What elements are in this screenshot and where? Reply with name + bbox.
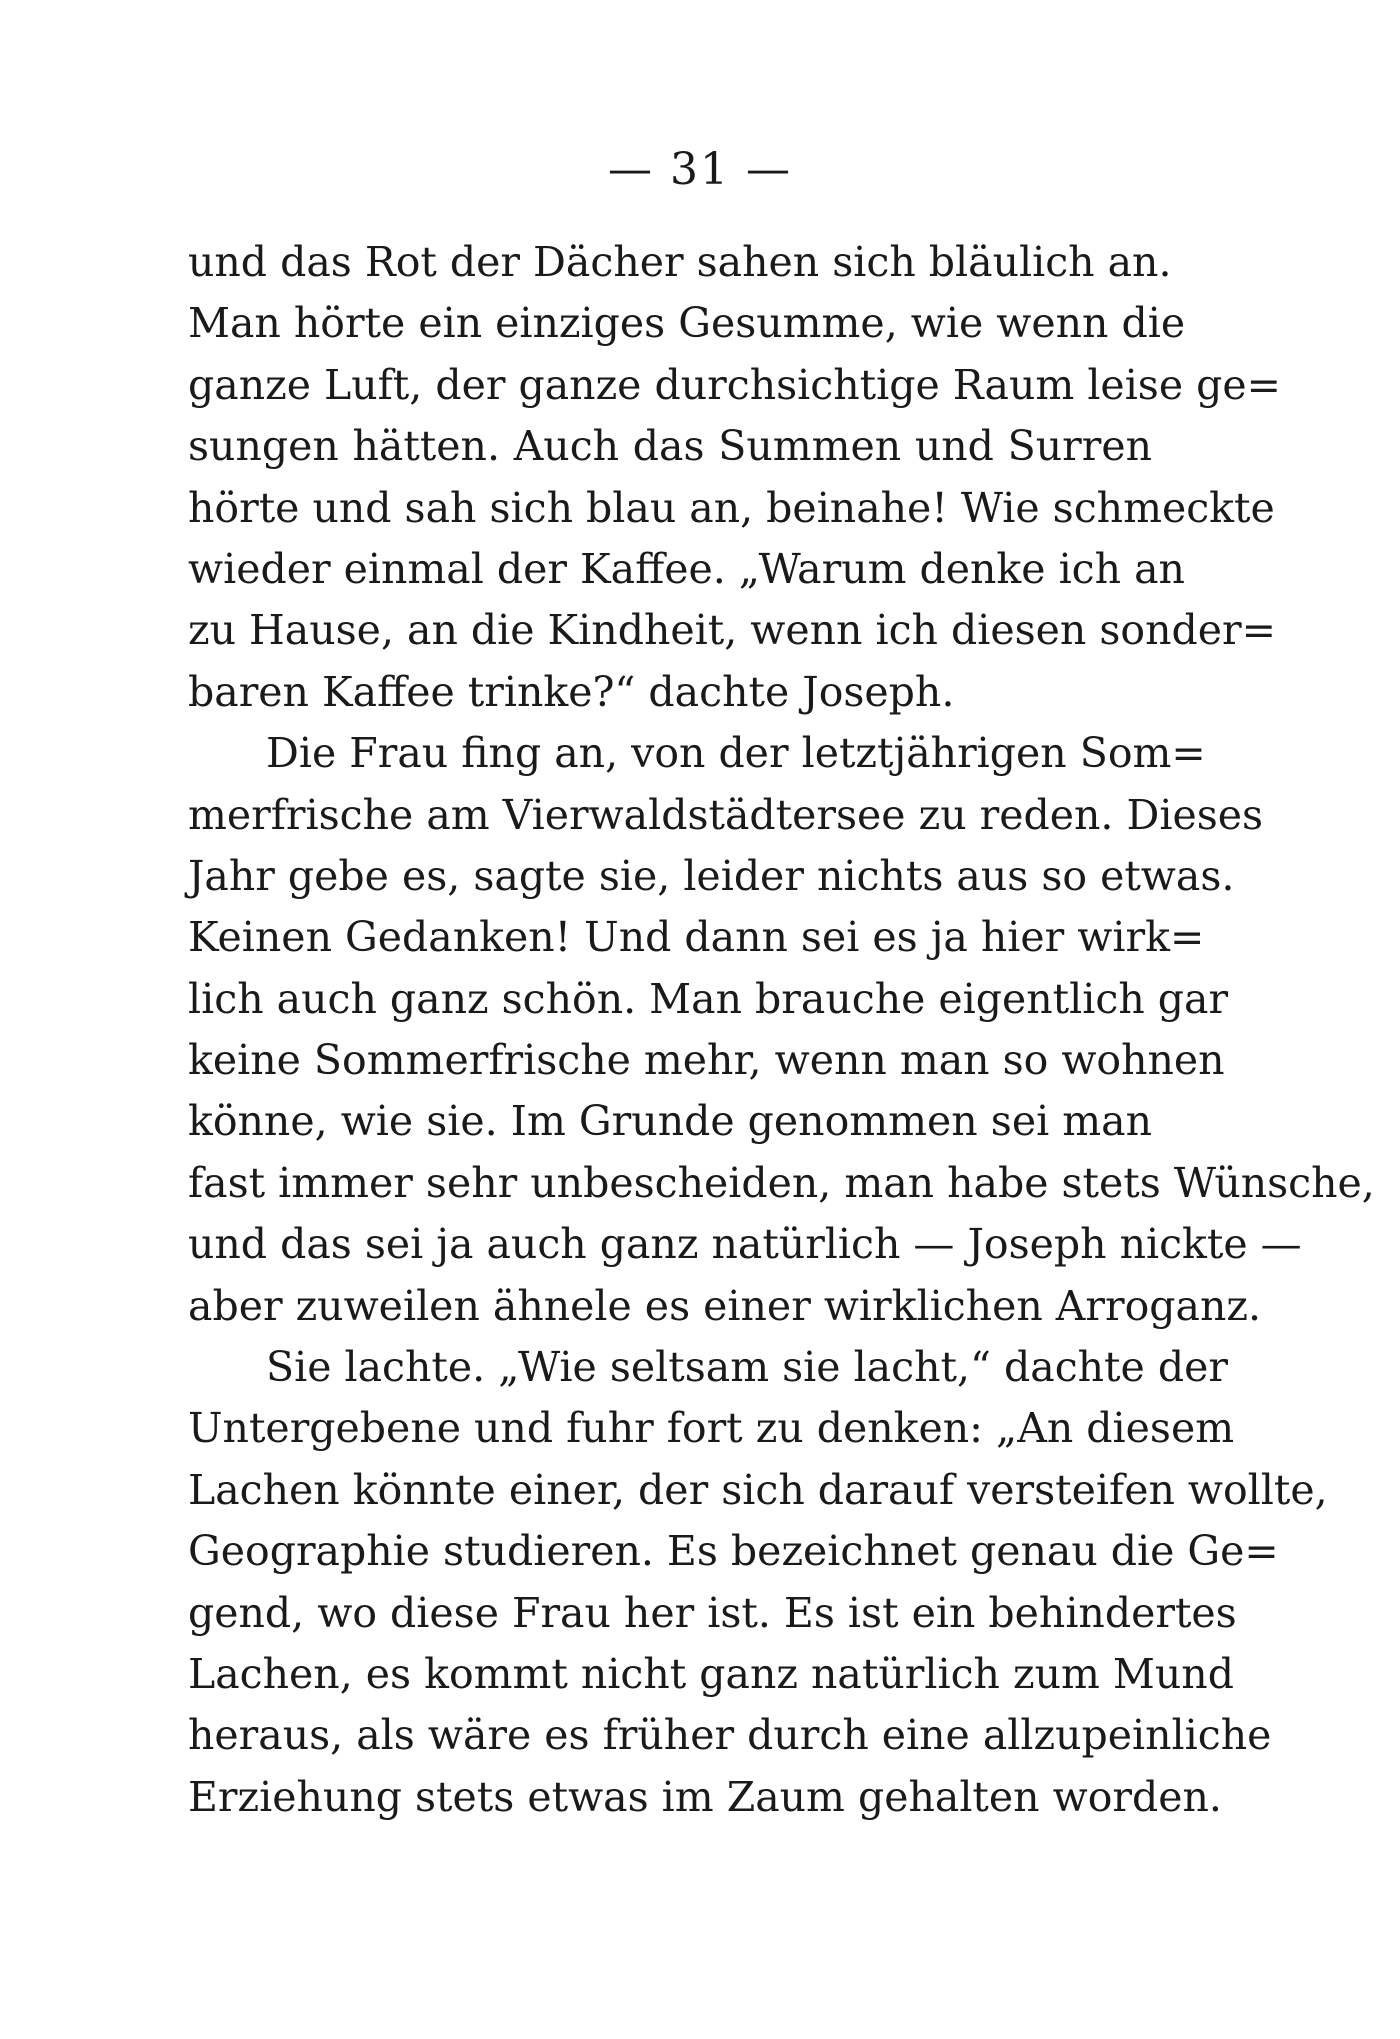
text-line: wieder einmal der Kaffee. „Warum denke ich an (188, 544, 1185, 593)
body-text (188, 232, 1375, 1828)
text-line: Die Frau fing an, von der letztjährigen Som= (266, 729, 1206, 778)
text-line: baren Kaffee trinke?“ dachte Joseph. (188, 667, 955, 716)
text-line: Jahr gebe es, sagte sie, leider nichts aus so etwas. (188, 851, 1235, 900)
text-line: könne, wie sie. Im Grunde genommen sei man (188, 1097, 1152, 1146)
text-line: fast immer sehr unbescheiden, man habe stets Wünsche, (188, 1158, 1375, 1207)
text-line: und das Rot der Dächer sahen sich bläulich an. (188, 238, 1172, 286)
text-line: keine Sommerfrische mehr, wenn man so wohnen (188, 1036, 1225, 1085)
text-line: Lachen könnte einer, der sich darauf versteifen wollte, (188, 1465, 1328, 1514)
text-line: gend, wo diese Frau her ist. Es ist ein behindertes (188, 1588, 1237, 1637)
text-line: ganze Luft, der ganze durchsichtige Raum leise ge= (188, 360, 1282, 409)
text-line: lich auch ganz schön. Man brauche eigentlich gar (188, 974, 1229, 1023)
text-line: und das sei ja auch ganz natürlich — Joseph nickte — (188, 1220, 1302, 1269)
text-line: zu Hause, an die Kindheit, wenn ich diesen sonder= (188, 606, 1276, 655)
text-line: aber zuweilen ähnele es einer wirklichen Arroganz. (188, 1281, 1261, 1330)
text-line: Keinen Gedanken! Und dann sei es ja hier wirk= (188, 913, 1205, 962)
text-line: Untergebene und fuhr fort zu denken: „An diesem (188, 1404, 1235, 1453)
text-line: merfrische am Vierwaldstädtersee zu reden. Dieses (188, 790, 1264, 839)
text-line: heraus, als wäre es früher durch eine allzupeinliche (188, 1711, 1272, 1760)
text-line: Geographie studieren. Es bezeichnet genau die Ge= (188, 1527, 1279, 1576)
text-line: hörte und sah sich blau an, beinahe! Wie schmeckte (188, 483, 1275, 532)
text-line: Erziehung stets etwas im Zaum gehalten worden. (188, 1772, 1222, 1821)
page-number: — 31 — (608, 144, 792, 195)
text-line: Lachen, es kommt nicht ganz natürlich zum Mund (188, 1649, 1234, 1698)
text-line: Sie lachte. „Wie seltsam sie lacht,“ dachte der (266, 1343, 1228, 1392)
text-line: Man hörte ein einziges Gesumme, wie wenn die (188, 299, 1186, 348)
text-line: sungen hätten. Auch das Summen und Surren (188, 422, 1152, 471)
